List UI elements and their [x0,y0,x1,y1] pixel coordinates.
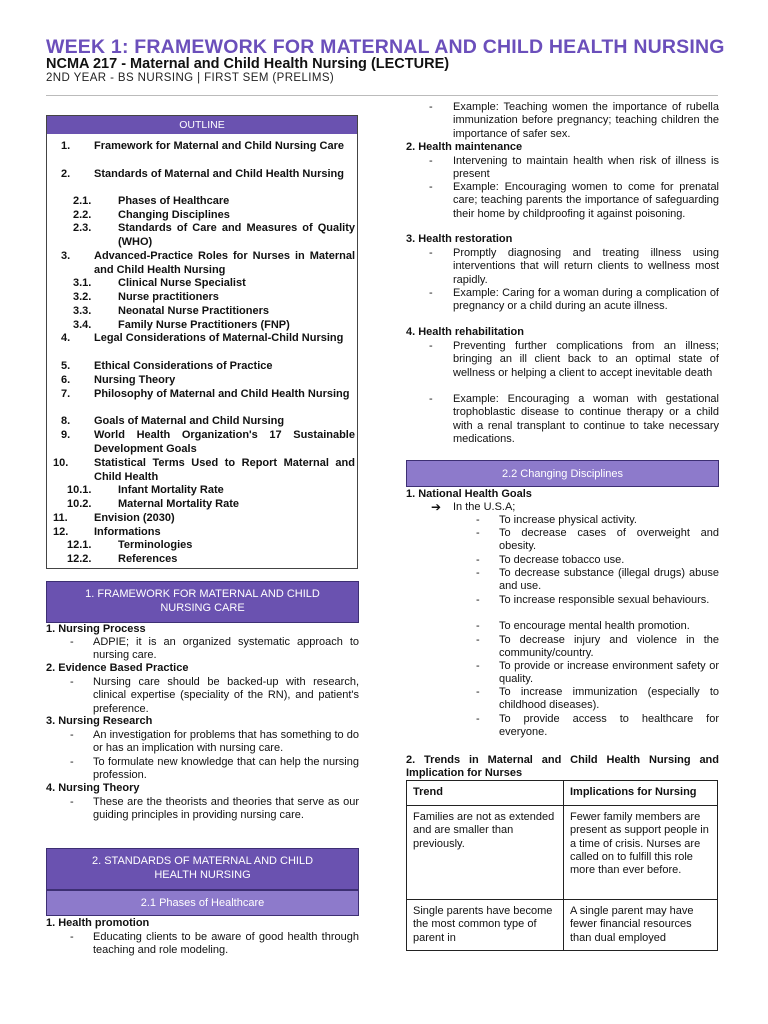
bullet-dash: - [70,756,74,768]
arrow-right-icon: ➔ [431,500,442,514]
outline-item-text: References [118,553,178,565]
goal-item: To provide or increase environment safety or quality. [499,660,719,686]
table-cell: Single parents have become the most common type of parent in [407,900,564,951]
heading-evidence-based: 2. Evidence Based Practice [46,662,189,674]
bullet-dash: - [429,155,433,167]
table-cell: Fewer family members are present as support people in a time of crisis. Nurses are called on to fulfill this role more than ever before. [564,806,718,900]
goal-item: To decrease tobacco use. [499,554,625,566]
bullet-dash: - [429,247,433,259]
outline-item-number: 4. [61,332,71,344]
outline-item-text: Nursing Theory [94,374,176,386]
outline-item-number: 11. [53,512,68,524]
text-restoration-2: Example: Caring for a woman during a complication of pregnancy or a child during an acute illness. [453,287,719,313]
bullet-dash: - [476,554,480,566]
bullet-dash: - [70,729,74,741]
heading-national-health-goals: 1. National Health Goals [406,488,532,500]
outline-item-number: 7. [61,388,71,400]
outline-item-number: 8. [61,415,71,427]
bullet-dash: - [476,660,480,672]
outline-item-text: Advanced-Practice Roles for Nurses in Maternal and Child Health Nursing [94,250,355,276]
text-usa: In the U.S.A; [453,501,516,513]
outline-item-text: Philosophy of Maternal and Child Health Nursing [94,388,350,400]
outline-item-number: 10.1. [67,484,92,496]
outline-item-number: 12.1. [67,539,92,551]
outline-item-text: Clinical Nurse Specialist [118,277,246,289]
bullet-dash: - [476,567,480,579]
outline-item-text: Standards of Maternal and Child Health Nursing [94,168,344,180]
heading-nursing-theory: 4. Nursing Theory [46,782,140,794]
outline-item-number: 1. [61,140,71,152]
section-2-heading [46,848,359,890]
outline-item-text: Nurse practitioners [118,291,219,303]
table-row [407,806,718,900]
table-header-implications: Implications for Nursing [564,781,718,806]
outline-item-number: 12.2. [67,553,92,565]
text-rehabilitation-2: Example: Encouraging a woman with gestational trophoblastic disease to continue therapy or a child with a renal transplant to continue to take necessary medications. [453,393,719,445]
outline-item-text: Infant Mortality Rate [118,484,224,496]
bullet-dash: - [70,676,74,688]
table-header-row [407,781,718,806]
document-title: WEEK 1: FRAMEWORK FOR MATERNAL AND CHILD HEALTH NURSING [46,36,725,58]
goal-item: To decrease injury and violence in the community/country. [499,634,719,660]
table-cell: Families are not as extended and are smaller than previously. [407,806,564,900]
outline-item-number: 10. [53,457,69,469]
outline-item-number: 2.2. [73,209,92,221]
goal-item: To increase responsible sexual behaviours. [499,594,710,606]
heading-health-restoration: 3. Health restoration [406,233,513,245]
bullet-dash: - [476,686,480,698]
goal-item: To increase physical activity. [499,514,637,526]
outline-item-number: 3.2. [73,291,92,303]
text-nursing-research-b: To formulate new knowledge that can help the nursing profession. [93,756,359,782]
outline-item-text: World Health Organization's 17 Sustainable Development Goals [94,429,355,455]
text-nursing-research-a: An investigation for problems that has something to do or has an implication with nursing care. [93,729,359,755]
bullet-dash: - [476,514,480,526]
section-1-heading [46,581,359,623]
outline-item-number: 3.3. [73,305,92,317]
table-row [407,900,718,951]
outline-item-number: 5. [61,360,71,372]
outline-item-text: Legal Considerations of Maternal-Child Nursing [94,332,344,344]
outline-item-number: 3.1. [73,277,92,289]
subsection-2-2-heading: 2.2 Changing Disciplines [406,460,719,487]
outline-item-text: Ethical Considerations of Practice [94,360,273,372]
bullet-dash: - [476,620,480,632]
bullet-dash: - [429,340,433,352]
bullet-dash: - [429,101,433,113]
outline-item-text: Family Nurse Practitioners (FNP) [118,319,290,331]
outline-box [46,115,358,569]
outline-item-text: Framework for Maternal and Child Nursing Care [94,140,344,152]
outline-item-number: 3. [61,250,71,262]
outline-item-text: Envision (2030) [94,512,175,524]
outline-item-number: 10.2. [67,498,92,510]
outline-item-text: Phases of Healthcare [118,195,230,207]
outline-heading: OUTLINE [47,116,357,134]
bullet-dash: - [476,713,480,725]
text-nursing-theory: These are the theorists and theories that serve as our guiding principles in providing nursing care. [93,796,359,822]
trends-table [406,780,718,951]
goal-item: To encourage mental health promotion. [499,620,690,632]
heading-health-maintenance: 2. Health maintenance [406,141,523,153]
outline-item-number: 9. [61,429,71,441]
outline-item-text: Maternal Mortality Rate [118,498,240,510]
text-health-promotion: Educating clients to be aware of good health through teaching and role modeling. [93,931,359,957]
outline-item-number: 2.1. [73,195,92,207]
section-2-heading-text: 2. STANDARDS OF MATERNAL AND CHILD HEALTH NURSING [91,855,314,881]
outline-item-text: Goals of Maternal and Child Nursing [94,415,285,427]
section-1-heading-text: 1. FRAMEWORK FOR MATERNAL AND CHILD NURSING CARE [85,588,320,614]
outline-item-text: Neonatal Nurse Practitioners [118,305,269,317]
bullet-dash: - [70,796,74,808]
table-cell: A single parent may have fewer financial resources than dual employed [564,900,718,951]
text-restoration-1: Promptly diagnosing and treating illness using interventions that will return clients to wellness most rapidly. [453,247,719,286]
heading-health-rehabilitation: 4. Health rehabilitation [406,326,524,338]
outline-item-text: Standards of Care and Measures of Quality (WHO) [118,222,355,248]
outline-item-number: 2. [61,168,71,180]
outline-item-number: 12. [53,526,69,538]
bullet-dash: - [476,594,480,606]
subsection-2-1-heading: 2.1 Phases of Healthcare [46,890,359,916]
outline-item-text: Changing Disciplines [118,209,230,221]
goal-item: To decrease cases of overweight and obesity. [499,527,719,553]
text-maintenance-2: Example: Encouraging women to come for prenatal care; teaching parents the importance of safeguarding their home by childproofing it against poisoning. [453,181,719,220]
text-rehabilitation-1: Preventing further complications from an illness; bringing an ill client back to an optimal state of wellness or helping a client to accept inevitable death [453,340,719,379]
header-divider [46,95,718,96]
text-evidence-based: Nursing care should be backed-up with research, clinical expertise (speciality of the RN), and patient's preference. [93,676,359,715]
heading-nursing-process: 1. Nursing Process [46,623,146,635]
text-maintenance-1: Intervening to maintain health when risk of illness is present [453,155,719,181]
goal-item: To increase immunization (especially to childhood diseases). [499,686,719,712]
course-title: NCMA 217 - Maternal and Child Health Nursing (LECTURE) [46,56,450,72]
bullet-dash: - [429,181,433,193]
text-promotion-example: Example: Teaching women the importance of rubella immunization before pregnancy; teaching children the importance of safer sex. [453,101,719,140]
bullet-dash: - [429,287,433,299]
goal-item: To provide access to healthcare for everyone. [499,713,719,739]
bullet-dash: - [70,931,74,943]
bullet-dash: - [476,634,480,646]
outline-item-text: Informations [94,526,161,538]
heading-trends: 2. Trends in Maternal and Child Health Nursing and Implication for Nurses [406,754,719,780]
outline-item-number: 3.4. [73,319,92,331]
outline-item-number: 2.3. [73,222,92,234]
bullet-dash: - [70,636,74,648]
heading-nursing-research: 3. Nursing Research [46,715,153,727]
goal-item: To decrease substance (illegal drugs) abuse and use. [499,567,719,593]
heading-health-promotion: 1. Health promotion [46,917,150,929]
bullet-dash: - [429,393,433,405]
outline-item-text: Statistical Terms Used to Report Maternal and Child Health [94,457,355,483]
outline-item-number: 6. [61,374,71,386]
table-header-trend: Trend [407,781,564,806]
year-subtitle: 2ND YEAR - BS NURSING | FIRST SEM (PRELIMS) [46,72,335,84]
outline-item-text: Terminologies [118,539,193,551]
text-nursing-process: ADPIE; it is an organized systematic approach to nursing care. [93,636,359,662]
bullet-dash: - [476,527,480,539]
